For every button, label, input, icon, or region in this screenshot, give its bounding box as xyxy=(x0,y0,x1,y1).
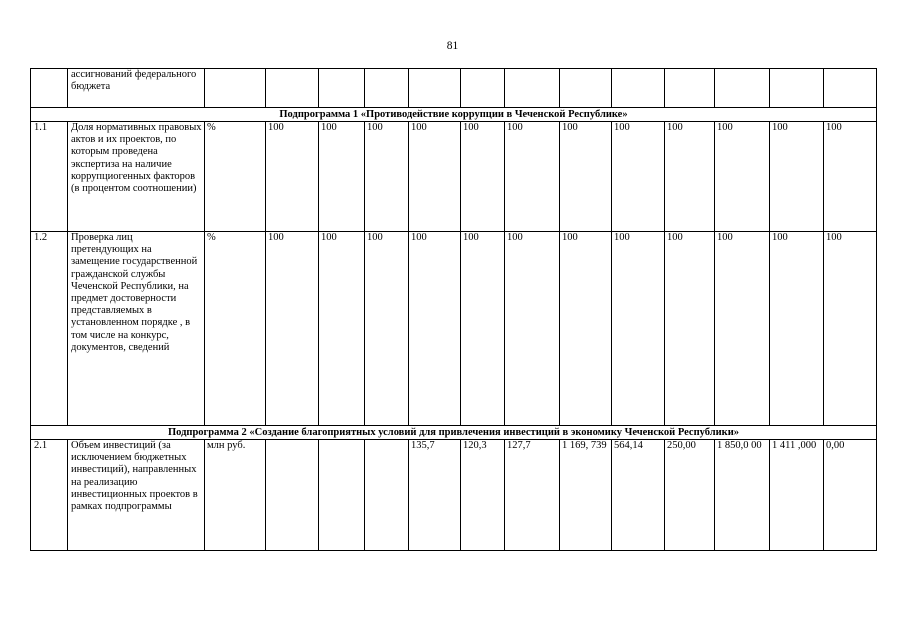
cell-value xyxy=(715,69,770,108)
cell-value: 135,7 xyxy=(409,440,461,551)
cell-name: Объем инвестиций (за исключением бюджетных инвестиций), направленных на реализацию инвестиционных проектов в рамках подпрограммы xyxy=(68,440,205,551)
cell-value xyxy=(665,69,715,108)
cell-value: 100 xyxy=(365,232,409,426)
cell-value: 100 xyxy=(665,122,715,232)
indicators-table xyxy=(30,68,877,551)
cell-value: 100 xyxy=(715,122,770,232)
table-row xyxy=(31,440,877,551)
cell-value: 100 xyxy=(461,122,505,232)
cell-value: 100 xyxy=(824,232,877,426)
cell-unit: % xyxy=(205,122,266,232)
cell-value: 100 xyxy=(266,122,319,232)
cell-value xyxy=(319,440,365,551)
cell-name: Проверка лиц претендующих на замещение государственной гражданской службы Чеченской Республики, на предмет достоверности представляемых в установленном порядке , в том числе на конкурс, документов, сведений xyxy=(68,232,205,426)
cell-value: 127,7 xyxy=(505,440,560,551)
cell-value: 1 169, 739 xyxy=(560,440,612,551)
cell-value: 100 xyxy=(824,122,877,232)
cell-value xyxy=(770,69,824,108)
cell-value: 120,3 xyxy=(461,440,505,551)
cell-value xyxy=(409,69,461,108)
section-row xyxy=(31,108,877,122)
table-row xyxy=(31,232,877,426)
cell-value xyxy=(461,69,505,108)
cell-value: 250,00 xyxy=(665,440,715,551)
table-row xyxy=(31,122,877,232)
cell-value: 100 xyxy=(770,232,824,426)
cell-value xyxy=(319,69,365,108)
cell-num: 1.1 xyxy=(31,122,68,232)
cell-value: 100 xyxy=(612,122,665,232)
cell-value: 100 xyxy=(461,232,505,426)
cell-num xyxy=(31,69,68,108)
page-number: 81 xyxy=(446,40,459,52)
cell-value xyxy=(560,69,612,108)
section-title: Подпрограмма 2 «Создание благоприятных условий для привлечения инвестиций в экономику Чеченской Республики» xyxy=(31,426,877,440)
cell-value: 100 xyxy=(770,122,824,232)
cell-value: 100 xyxy=(319,232,365,426)
cell-num: 1.2 xyxy=(31,232,68,426)
cell-name: ассигнований федерального бюджета xyxy=(68,69,205,108)
section-title: Подпрограмма 1 «Противодействие коррупции в Чеченской Республике» xyxy=(31,108,877,122)
cell-value xyxy=(365,440,409,551)
section-row xyxy=(31,426,877,440)
cell-value xyxy=(266,69,319,108)
cell-value xyxy=(824,69,877,108)
cell-value xyxy=(612,69,665,108)
cell-value: 0,00 xyxy=(824,440,877,551)
cell-value: 100 xyxy=(560,122,612,232)
cell-unit xyxy=(205,69,266,108)
cell-name: Доля нормативных правовых актов и их проектов, по которым проведена экспертиза на наличие коррупциогенных факторов (в процентом соотношении) xyxy=(68,122,205,232)
cell-value: 100 xyxy=(409,232,461,426)
cell-unit: % xyxy=(205,232,266,426)
cell-value: 100 xyxy=(715,232,770,426)
cell-value xyxy=(365,69,409,108)
cell-value: 100 xyxy=(505,122,560,232)
cell-value xyxy=(505,69,560,108)
cell-value: 100 xyxy=(665,232,715,426)
cell-value: 100 xyxy=(409,122,461,232)
cell-value: 100 xyxy=(505,232,560,426)
cell-value: 100 xyxy=(560,232,612,426)
cell-num: 2.1 xyxy=(31,440,68,551)
cell-value xyxy=(266,440,319,551)
cell-unit: млн руб. xyxy=(205,440,266,551)
cell-value: 100 xyxy=(319,122,365,232)
cell-value: 100 xyxy=(266,232,319,426)
table-row xyxy=(31,69,877,108)
cell-value: 564,14 xyxy=(612,440,665,551)
cell-value: 100 xyxy=(365,122,409,232)
cell-value: 1 411 ,000 xyxy=(770,440,824,551)
cell-value: 100 xyxy=(612,232,665,426)
cell-value: 1 850,0 00 xyxy=(715,440,770,551)
